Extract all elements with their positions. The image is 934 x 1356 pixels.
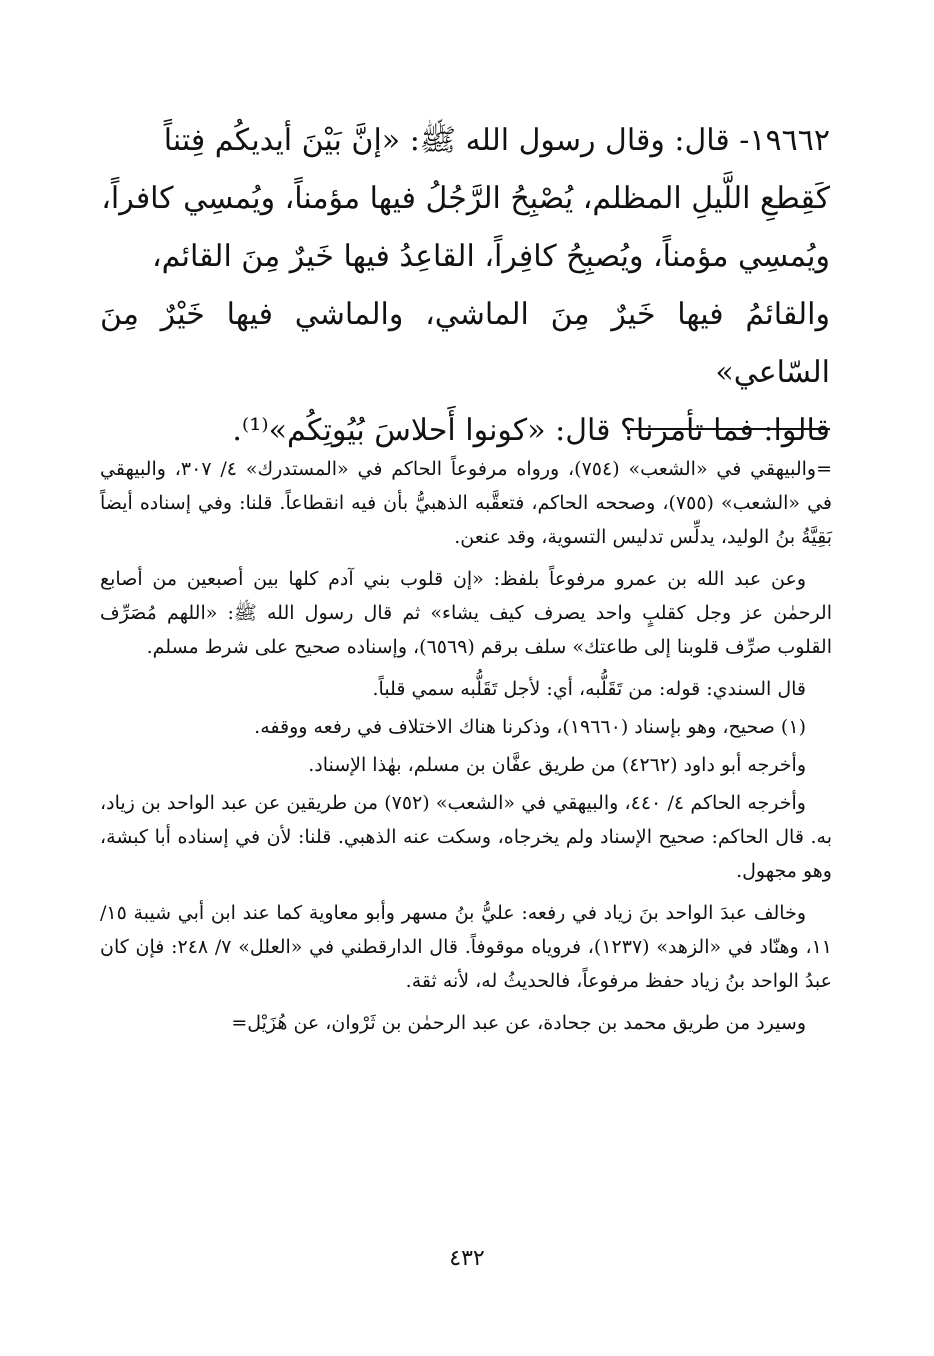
footnote-paragraph: وأخرجه الحاكم ٤/ ٤٤٠، والبيهقي في «الشعب» (٧٥٢) من طريقين عن عبد الواحد بن زياد، به. قال الحاكم: صحيح الإسناد ولم يخرجاه، وسكت عنه الذهبي. قلنا: لأن في إسناده أبا كبشة، وهو مجهول. [100,792,832,882]
footnote-paragraph: قال السندي: قوله: من تَقَلُّبه، أي: لأجل تَقَلُّبه سمي قلباً. [372,678,806,700]
footnote-paragraph: وعن عبد الله بن عمرو مرفوعاً بلفظ: «إن قلوب بني آدم كلها بين أصبعين من أصابع الرحمٰن عز وجل كقلبٍ واحد يصرف كيف يشاء» ثم قال رسول الله ﷺ: «اللهم مُصَرِّف القلوب صرِّف قلوبنا إلى طاعتك» سلف برقم (٦٥٦٩)، وإسناده صحيح على شرط مسلم. [100,568,832,658]
footnote-paragraph: وسيرد من طريق محمد بن جحادة، عن عبد الرحمٰن بن ثَرْوان، عن هُزَيْل= [231,1012,806,1034]
hadith-text [100,112,830,460]
hadith-line: ويُمسِي مؤمناً، ويُصبِحُ كافِراً، القاعِدُ فيها خَيرٌ مِنَ القائم، [151,239,830,274]
footnote-paragraph: وخالف عبدَ الواحد بنَ زياد في رفعه: عليُّ بنُ مسهر وأبو معاوية كما عند ابن أبي شيبة ١٥/ ١١، وهنّاد في «الزهد» (١٢٣٧)، فروياه موقوفاً. قال الدارقطني في «العلل» ٧/ ٢٤٨: فإن كان عبدُ الواحد بنُ زياد حفظ مرفوعاً، فالحديثُ له، لأنه ثقة. [100,902,833,992]
hadith-line: قالوا: فما تأمرنا؟ قال: «كونوا أَحلاسَ بُيُوتِكُم»⁽¹⁾. [232,413,830,448]
footnote-paragraph: وأخرجه أبو داود (٤٢٦٢) من طريق عفَّان بن مسلم، بهٰذا الإسناد. [308,754,806,776]
page-number: ٤٣٢ [449,1246,485,1271]
footnote-separator [630,428,830,430]
hadith-line: ١٩٦٦٢- قال: وقال رسول الله ﷺ: «إنَّ بَيْنَ أيديكُم فِتناً [163,123,830,158]
footnote-number-1: (١) صحيح، وهو بإسناد (١٩٦٦٠)، وذكرنا هناك الاختلاف في رفعه ووقفه. [254,716,806,738]
hadith-line: والقائمُ فيها خَيرٌ مِنَ الماشي، والماشي فيها خَيْرٌ مِنَ السّاعي» [100,297,830,390]
footnotes [100,452,832,1048]
footnote-paragraph: =والبيهقي في «الشعب» (٧٥٤)، ورواه مرفوعاً الحاكم في «المستدرك» ٤/ ٣٠٧، والبيهقي في «الشعب» (٧٥٥)، وصححه الحاكم، فتعقَّبه الذهبيُّ بأن فيه انقطاعاً. قلنا: وفي إسناده أيضاً بَقِيَّةُ بنُ الوليد، يدلِّس تدليس التسوية، وقد عنعن. [100,458,833,548]
hadith-line: كَقِطعِ اللَّيلِ المظلم، يُصْبِحُ الرَّجُلُ فيها مؤمناً، ويُمسِي كافراً، [101,181,830,216]
